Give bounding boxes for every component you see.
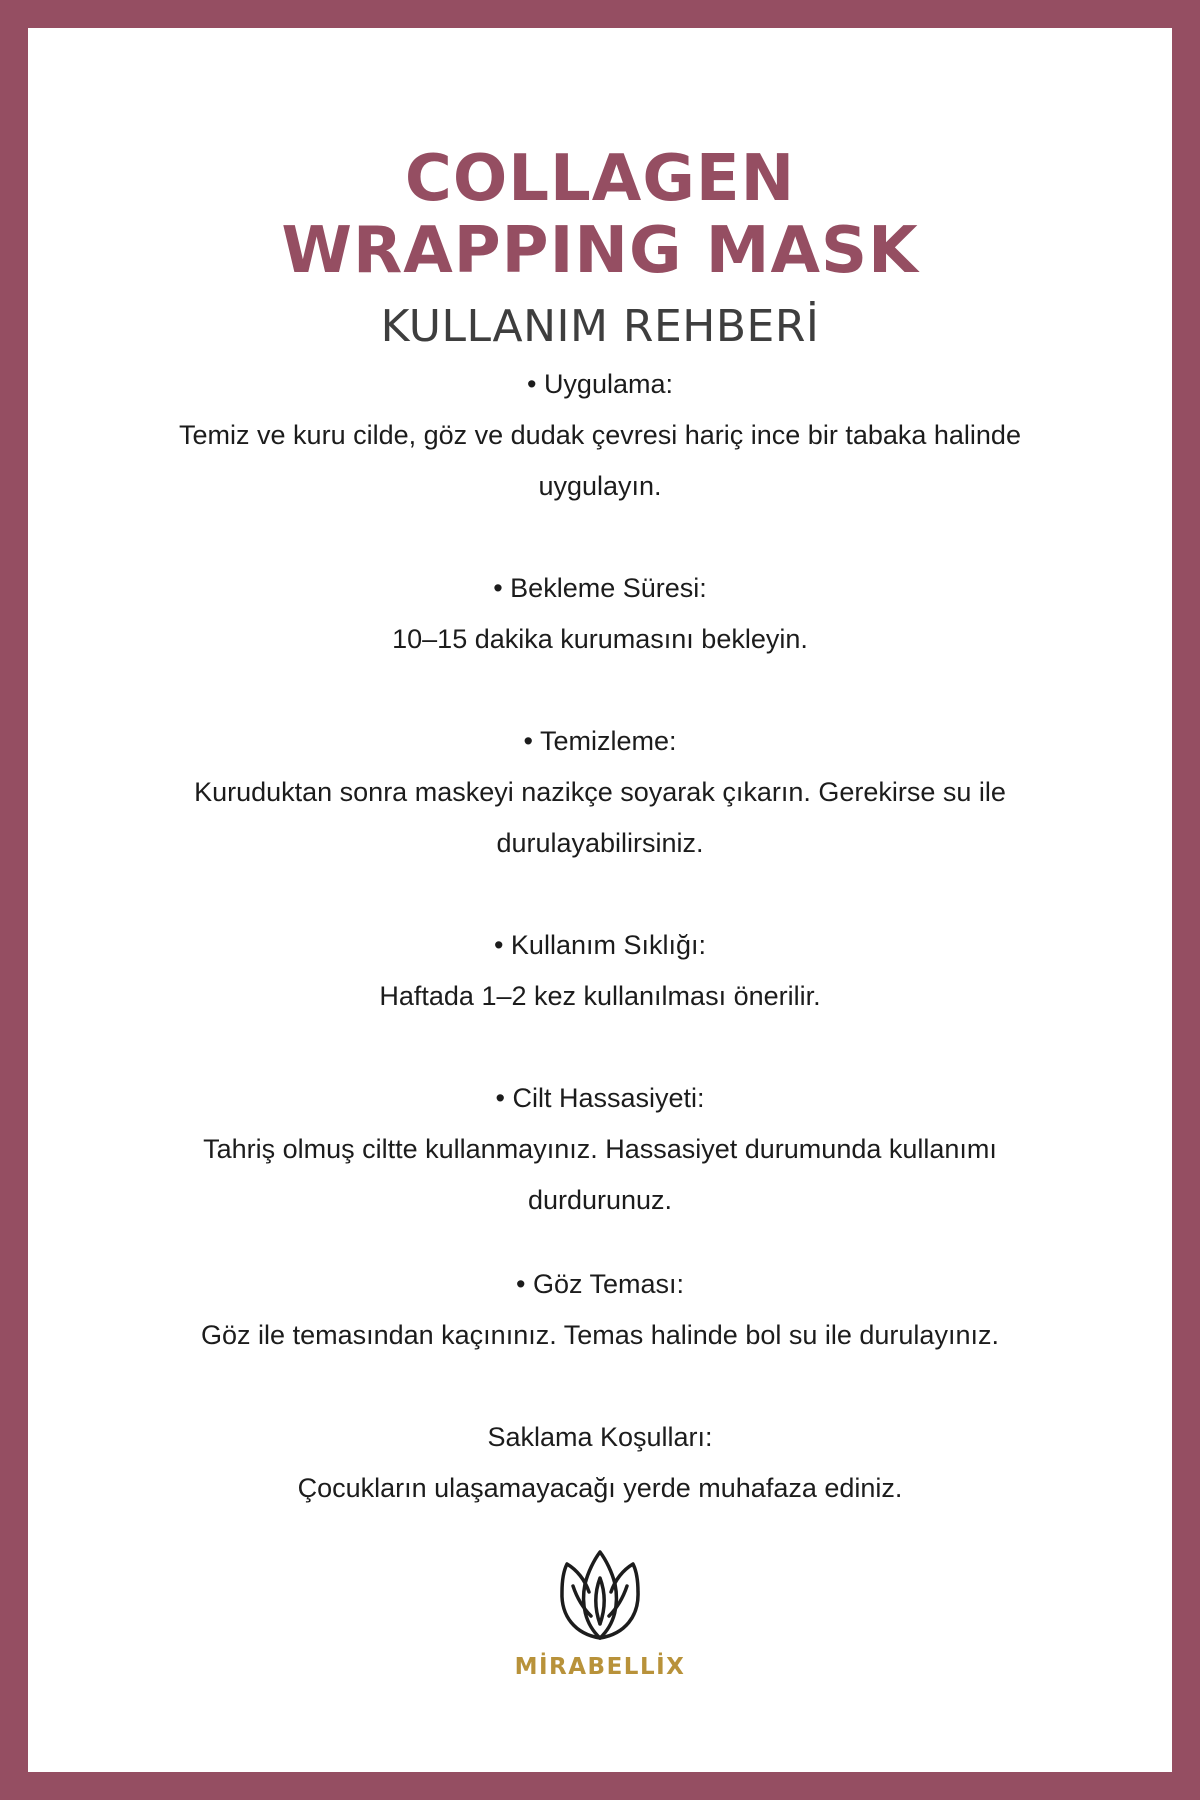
brand-logo (28, 1546, 1172, 1680)
section-text: Temiz ve kuru cilde, göz ve dudak çevresi hariç ince bir tabaka halinde uygulayın. (179, 420, 1021, 501)
section-heading: • Uygulama: (526, 369, 673, 399)
instruction-sections (28, 359, 1172, 1514)
section-heading: • Cilt Hassasiyeti: (495, 1083, 705, 1113)
guide-subtitle: KULLANIM REHBERİ (380, 301, 820, 352)
product-title-line1: COLLAGEN (404, 142, 796, 216)
lotus-logo-icon (555, 1546, 645, 1642)
section-heading: • Kullanım Sıklığı: (493, 930, 707, 960)
guide-content (28, 28, 1172, 1514)
section-cleaning (150, 716, 1050, 869)
section-text: Göz ile temasından kaçınınız. Temas halinde bol su ile durulayınız. (201, 1320, 999, 1350)
section-text: Çocukların ulaşamayacağı yerde muhafaza ediniz. (297, 1473, 903, 1503)
product-title (28, 28, 1172, 287)
section-skin-sensitivity (150, 1073, 1050, 1226)
section-heading: • Göz Teması: (515, 1269, 684, 1299)
section-waiting-time (150, 563, 1050, 665)
guide-card (28, 28, 1172, 1772)
section-frequency (150, 920, 1050, 1022)
section-heading: Saklama Koşulları: (487, 1422, 713, 1452)
section-text: Kuruduktan sonra maskeyi nazikçe soyarak çıkarın. Gerekirse su ile durulayabilirsiniz. (194, 777, 1006, 858)
brand-name: MİRABELLİX (514, 1654, 686, 1680)
section-heading: • Temizleme: (523, 726, 677, 756)
section-storage (150, 1412, 1050, 1514)
section-text: Haftada 1–2 kez kullanılması önerilir. (379, 981, 821, 1011)
section-eye-contact (150, 1259, 1050, 1361)
section-application (150, 359, 1050, 512)
product-title-line2: WRAPPING MASK (281, 214, 919, 288)
section-text: 10–15 dakika kurumasını bekleyin. (392, 624, 808, 654)
section-heading: • Bekleme Süresi: (493, 573, 707, 603)
section-text: Tahriş olmuş ciltte kullanmayınız. Hassasiyet durumunda kullanımı durdurunuz. (203, 1134, 997, 1215)
